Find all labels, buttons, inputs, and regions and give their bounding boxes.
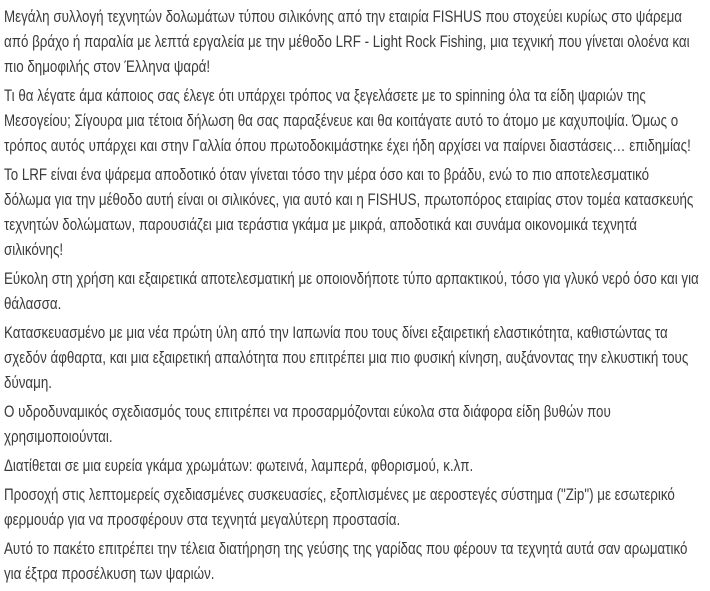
- description-paragraph-scent: Αυτό το πακέτο επιτρέπει την τέλεια διατήρηση της γεύσης της γαρίδας που φέρουν τα τεχνητά αυτά σαν αρωματικό για έξτρα προσέλκυση των ψαριών.: [4, 540, 688, 583]
- description-paragraph-hydrodynamic: Ο υδροδυναμικός σχεδιασμός τους επιτρέπει να προσαρμόζονται εύκολα στα διάφορα είδη βυθών που χρησιμοποιούνται.: [4, 403, 611, 446]
- description-paragraph-packaging: Προσοχή στις λεπτομερείς σχεδιασμένες συσκευασίες, εξοπλισμένες με αεροστεγές σύστημα ("Zip") με εσωτερικό φερμουάρ για να προσφέρουν στα τεχνητά μεγαλύτερη προστασία.: [4, 486, 675, 529]
- description-paragraph-usage: Εύκολη στη χρήση και εξαιρετικά αποτελεσματική με οποιονδήποτε τύπο αρπακτικού, τόσο για γλυκό νερό όσο και για θάλασσα.: [4, 270, 699, 313]
- description-paragraph-colors: Διατίθεται σε μια ευρεία γκάμα χρωμάτων: φωτεινά, λαμπερά, φθορισμού, κ.λπ.: [4, 457, 474, 475]
- description-paragraph-material: Κατασκευασμένο με μια νέα πρώτη ύλη από την Ιαπωνία που τους δίνει εξαιρετική ελαστικότητα, καθιστώντας τα σχεδόν άφθαρτα, και μια εξαιρετική απαλότητα που επιτρέπει μια πιο φυσική κίνηση, αυξάνοντας την ελκυστική τους δύναμη.: [4, 324, 689, 392]
- product-description: [4, 5, 699, 591]
- description-paragraph-intro: Μεγάλη συλλογή τεχνητών δολωμάτων τύπου σιλικόνης από την εταιρία FISHUS που στοχεύει κυρίως στο ψάρεμα από βράχο ή παραλία με λεπτά εργαλεία με την μέθοδο LRF - Light Rock Fishing, μια τεχνική που γίνεται ολοένα και πιο δημοφιλής στον Έλληνα ψαρά!: [4, 8, 690, 76]
- description-paragraph-spinning: Τι θα λέγατε άμα κάποιος σας έλεγε ότι υπάρχει τρόπος να ξεγελάσετε με το spinning όλα τα είδη ψαριών της Μεσογείου; Σίγουρα μια τέτοια δήλωση θα σας παραξένευε και θα κοιτάγατε αυτό το άτομο με καχυποψία. Όμως ο τρόπος αυτός υπάρχει και στην Γαλλία όπου πρωτοδοκιμάστηκε έχει ήδη αρχίσει να παίρνει διαστάσεις… επιδημίας!: [4, 87, 691, 155]
- description-paragraph-lrf: Το LRF είναι ένα ψάρεμα αποδοτικό όταν γίνεται τόσο την μέρα όσο και το βράδυ, ενώ το πιο αποτελεσματικό δόλωμα για την μέθοδο αυτή είναι οι σιλικόνες, για αυτό και η FISHUS, πρωτοπόρος εταιρίας στον τομέα κατασκευής τεχνητών δολώματων, παρουσιάζει μια τεράστια γκάμα με μικρά, αποδοτικά και συνάμα οικονομικά τεχνητά σιλικόνης!: [4, 166, 694, 259]
